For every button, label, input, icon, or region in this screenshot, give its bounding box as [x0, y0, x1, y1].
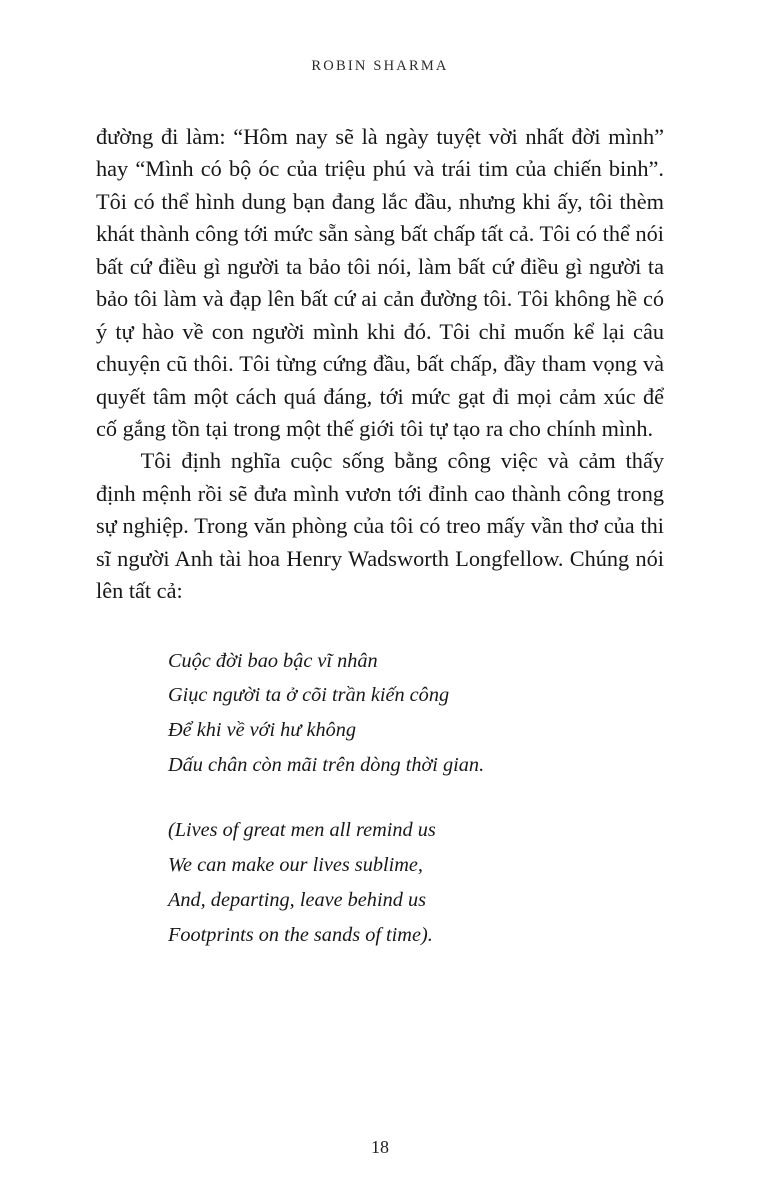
verse-stanza-english	[168, 813, 664, 953]
verse-section	[168, 644, 664, 953]
paragraph-2: Tôi định nghĩa cuộc sống bằng công việc và cảm thấy định mệnh rồi sẽ đưa mình vươn tới đỉnh cao thành công trong sự nghiệp. Trong văn phòng của tôi có treo mấy vần thơ của thi sĩ người Anh tài hoa Henry Wadsworth Longfellow. Chúng nói lên tất cả:	[96, 448, 664, 604]
verse-line: (Lives of great men all remind us	[168, 819, 436, 842]
verse-line: Dấu chân còn mãi trên dòng thời gian.	[168, 754, 485, 777]
paragraph-1: đường đi làm: “Hôm nay sẽ là ngày tuyệt vời nhất đời mình” hay “Mình có bộ óc của triệu phú và trái tim của chiến binh”. Tôi có thể hình dung bạn đang lắc đầu, nhưng khi ấy, tôi thèm khát thành công tới mức sẵn sàng bất chấp tất cả. Tôi có thể nói bất cứ điều gì người ta bảo tôi nói, làm bất cứ điều gì người ta bảo tôi làm và đạp lên bất cứ ai cản đường tôi. Tôi không hề có ý tự hào về con người mình khi đó. Tôi chỉ muốn kể lại câu chuyện cũ thôi. Tôi từng cứng đầu, bất chấp, đầy tham vọng và quyết tâm một cách quá đáng, tới mức gạt đi mọi cảm xúc để cố gắng tồn tại trong một thế giới tôi tự tạo ra cho chính mình.	[96, 124, 664, 441]
verse-stanza-vietnamese	[168, 644, 664, 784]
body-text	[96, 121, 664, 608]
verse-line: Giục người ta ở cõi trần kiến công	[168, 684, 450, 707]
page-number: 18	[371, 1137, 389, 1157]
verse-line: And, departing, leave behind us	[168, 889, 426, 911]
running-head: ROBIN SHARMA	[311, 58, 449, 74]
verse-line: Cuộc đời bao bậc vĩ nhân	[168, 649, 378, 672]
verse-line: We can make our lives sublime,	[168, 854, 423, 877]
verse-line: Footprints on the sands of time).	[168, 923, 433, 946]
verse-line: Để khi về với hư không	[168, 719, 357, 742]
